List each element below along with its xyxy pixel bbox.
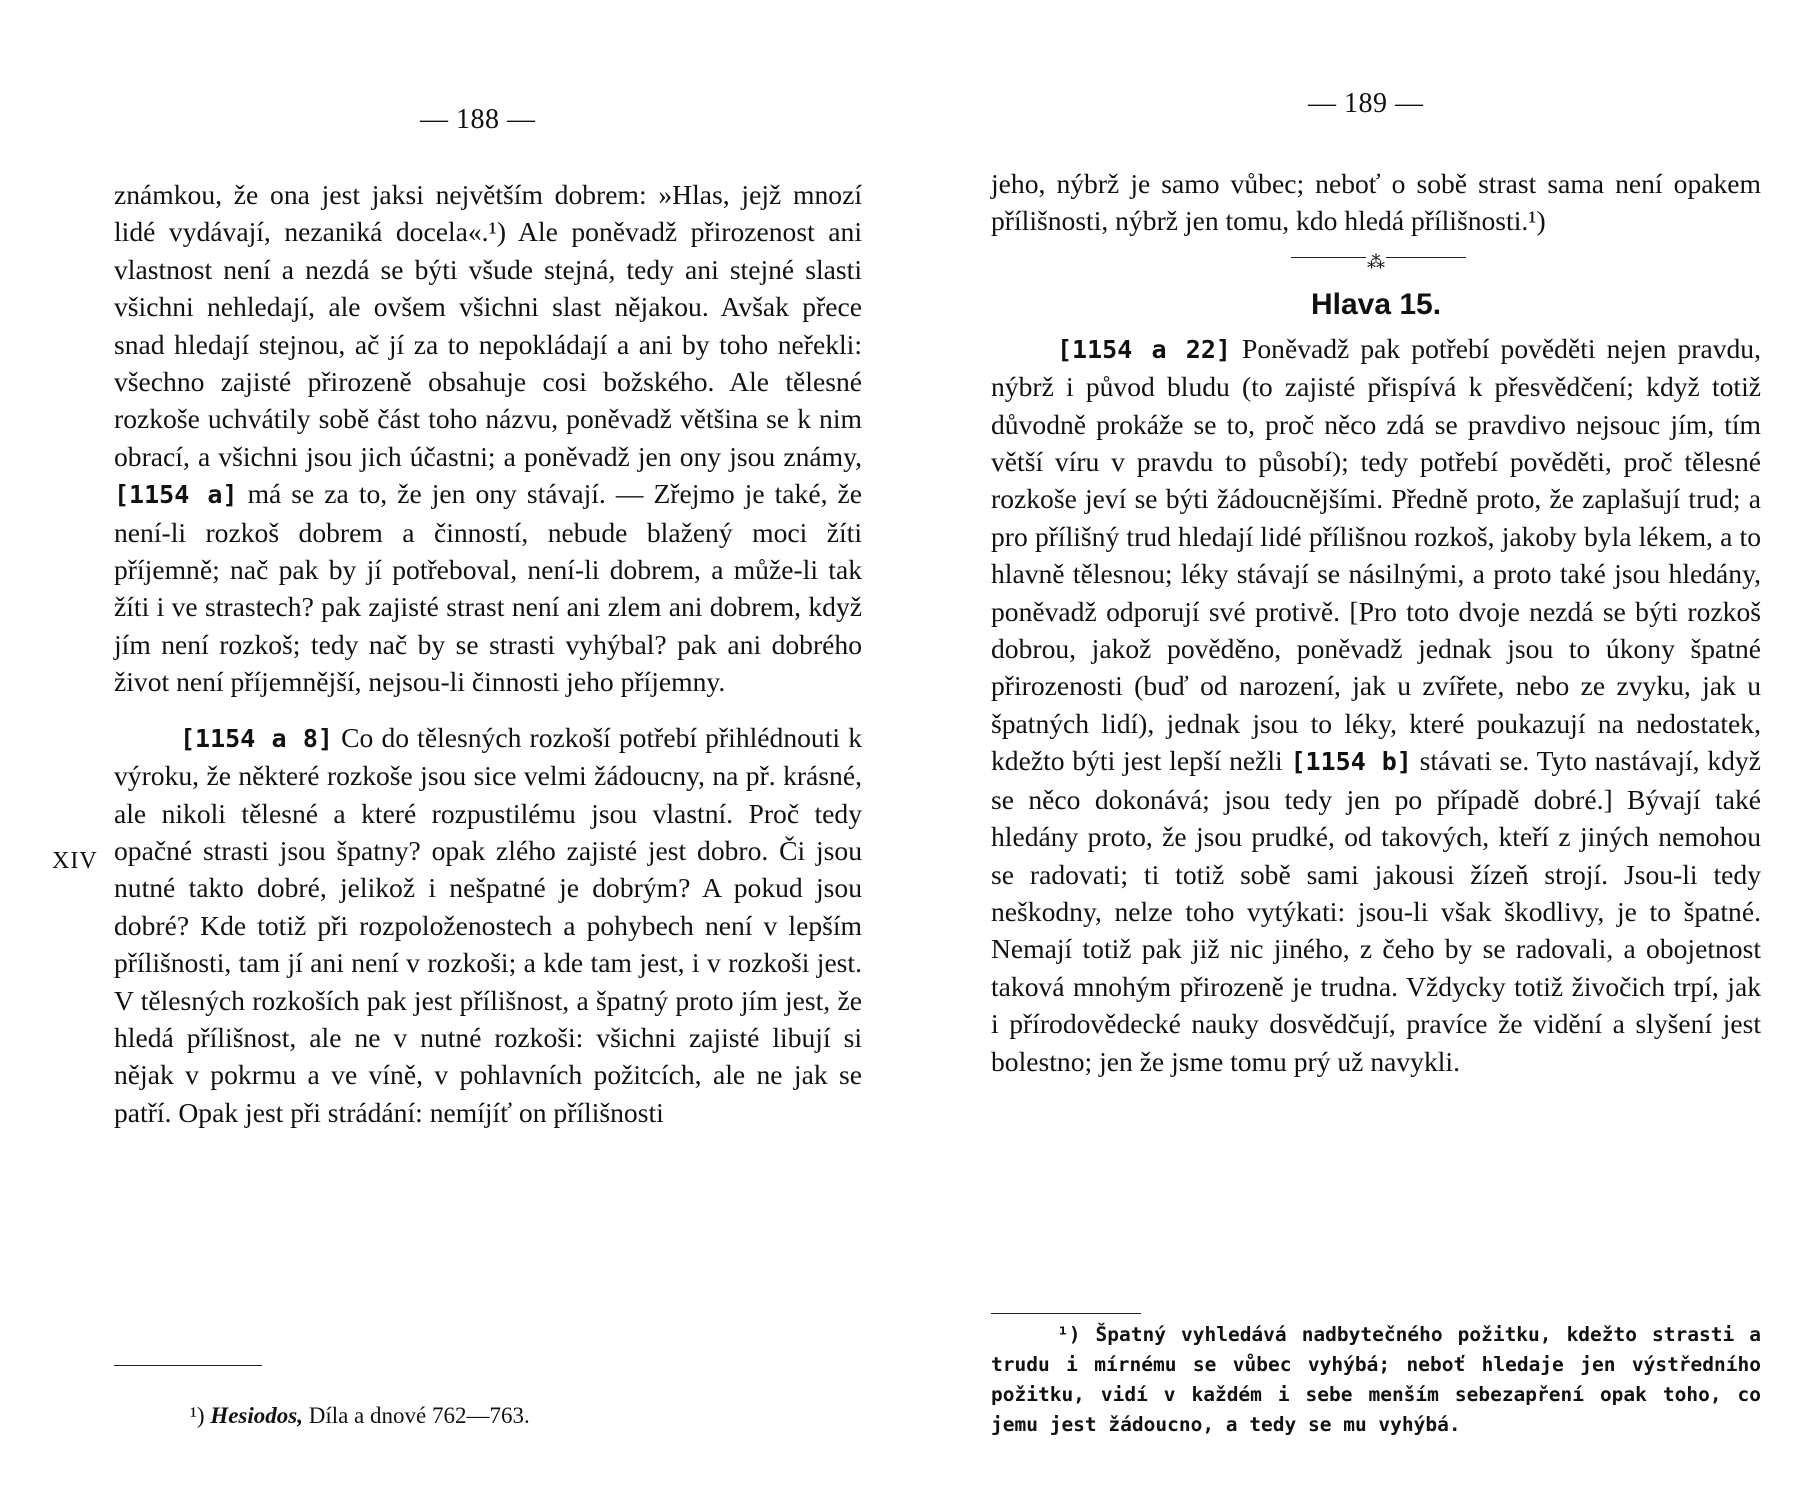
footnote-author: Hesiodos, <box>210 1403 303 1428</box>
text-run: Poněvadž pak potřebí pověděti nejen pravdu, nýbrž i původ bludu (to zajisté přispívá k přesvědčení; když totiž důvodně prokáže se to, proč něco zdá se pravdivo nejsouc jím, tím větší víru v pravdu to působí); tedy potřebí pověděti, proč tělesné rozkoše jeví se býti žádoucnějšími. Předně proto, že zaplašují trud; a pro přílišný trud hledají lidé přílišnou rozkoš, jakoby byla lékem, a to hlavně tělesnou; léky stávají se násilnými, a proto také jsou hledány, poněvadž odporují své protivě. [Pro toto dvoje nezdá se býti rozkoš dobrou, jakož pověděno, poněvadž jednak jsou to úkony špatné přirozenosti (buď od narození, jak u zvířete, nebo ze zvyku, jak u špatných lidí), jednak jsou to léky, které poukazují na nedostatek, kdežto býti jest lepší nežli <box>991 332 1761 777</box>
left-footnotes <box>190 1401 830 1431</box>
left-body-text <box>114 176 862 1131</box>
bekker-reference: [1154 a 8] <box>180 723 333 753</box>
paragraph <box>114 719 862 1131</box>
bekker-reference: [1154 a 22] <box>1057 334 1231 364</box>
footnote-marker: ¹) <box>190 1403 205 1428</box>
page-number-left: — 188 — <box>420 104 536 135</box>
text-run: Co do tělesných rozkoší potřebí přihlédnouti k výroku, že některé rozkoše jsou sice velmi žádoucny, na př. krásné, ale nikoli tělesné a které rozpustilému jsou vlastní. Proč tedy opačné strasti jsou špatny? opak zlého zajisté jest dobro. Či jsou nutné takto dobré, jelikož i nešpatné je dobrým? A pokud jsou dobré? Kde totiž při rozpoloženostech a pohybech není v lepším přílišnosti, tam jí ani není v rozkoši; a kde tam jest, i v rozkoši jest. V tělesných rozkoších pak jest přílišnost, a špatný proto jím jest, že hledá přílišnost, ale ne v nutné rozkoši: všichni zajisté libují si nějak v pokrmu a ve víně, v pohlavních požitcích, ale ne jak se patří. Opak jest při strádání: nemíjíť on přílišnosti <box>114 721 862 1128</box>
chapter-heading: Hlava 15. <box>1310 287 1442 321</box>
paragraph <box>991 330 1761 1080</box>
bekker-reference: [1154 a] <box>114 480 238 510</box>
right-footnotes <box>991 1320 1761 1440</box>
asterism-icon: ⁂ <box>1366 244 1386 281</box>
page-number-right: — 189 — <box>1308 88 1424 119</box>
paragraph: jeho, nýbrž je samo vůbec; neboť o sobě strast sama není opakem přílišnosti, nýbrž jen tomu, kdo hledá přílišnosti.¹) <box>991 168 1761 237</box>
bekker-reference: [1154 b] <box>1290 747 1412 777</box>
footnote-rule <box>114 1365 262 1366</box>
footnote-text: Díla a dnové 762—763. <box>302 1403 530 1428</box>
paragraph <box>114 176 862 701</box>
text-run: stávati se. Tyto nastávají, když se něco dokonává; jsou tedy jen po případě dobré.] Bývají také hledány proto, že jsou prudké, od takových, kteří z jiných nemohou se radovati; ti totiž sobě sami jakousi žízeň strojí. Jsou-li tedy neškodny, nelze toho vytýkati: jsou-li však škodlivy, je to špatné. Nemají totiž pak již nic jiného, z čeho by se radovali, a obojetnost taková mnohým přirozeně je trudna. Vždycky totiž živočich trpí, jak i přírodovědecké nauky dosvědčují, pravíce že vidění a slyšení jest bolestno; jen že jsme tomu prý už navykli. <box>991 745 1761 1077</box>
right-page <box>909 0 1818 1500</box>
marginal-chapter-number: XIV <box>52 848 98 874</box>
text-run: má se za to, že jen ony stávají. — Zřejmo je také, že není-li rozkoš dobrem a činností, nebude blažený moci žíti příjemně; nač pak by jí potřeboval, není-li dobrem, a může-li tak žíti i ve strastech? pak zajisté strast není ani zlem ani dobrem, když jím není rozkoš; tedy nač by se strasti vyhýbal? pak ani dobrého život není příjemnější, nejsou-li činnosti jeho příjemny. <box>114 478 862 698</box>
text-run: známkou, že ona jest jaksi největším dobrem: »Hlas, jejž mnozí lidé vydávají, nezaniká docela«.¹) Ale poněvadž přirozenost ani vlastnost není a nezdá se býti všude stejná, tedy ani stejné slasti všichni nehledají, ale ovšem všichni slast nějakou. Avšak přece snad hledají stejnou, ač jí za to nepokládají a ani by toho neřekli: všechno zajisté přirozeně obsahuje cosi božského. Ale tělesné rozkoše uchvátily sobě část toho názvu, poněvadž většina se k nim obrací, a všichni jsou jich účastni; a poněvadž jen ony jsou známy, <box>114 179 862 472</box>
footnote: ¹) Špatný vyhledává nadbytečného požitku, kdežto strasti a trudu i mírnému se vůbec vyhýbá; neboť hledaje jen výstředního požitku, vidí v každém i sebe menším sebezapření opak toho, co jemu jest žádoucno, a tedy se mu vyhýbá. <box>991 1323 1761 1436</box>
section-divider <box>991 242 1761 272</box>
right-body-text <box>991 165 1761 1080</box>
footnote-rule <box>991 1313 1141 1314</box>
